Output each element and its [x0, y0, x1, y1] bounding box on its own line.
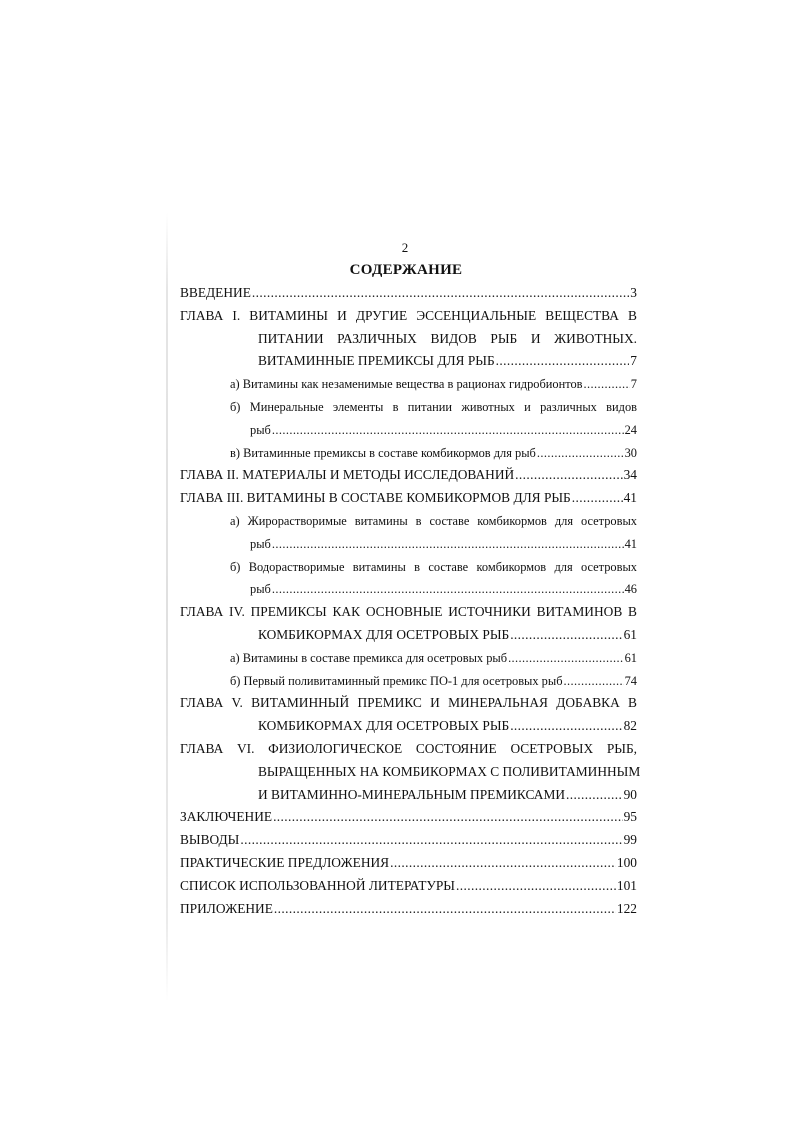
toc-page-number: 34 — [623, 467, 637, 483]
toc-entry-section-1b-cont[interactable] — [180, 419, 637, 442]
toc-entry-section-3a-cont[interactable] — [180, 533, 637, 556]
toc-page-number: 7 — [630, 353, 637, 369]
toc-entry-chapter-4-cont[interactable] — [180, 624, 637, 647]
toc-entry-text: И ВИТАМИННО-МИНЕРАЛЬНЫМ ПРЕМИКСАМИ — [258, 786, 566, 802]
toc-page-number: 30 — [624, 445, 637, 460]
toc-page-number: 122 — [616, 900, 637, 916]
toc-entry-text: рыб — [250, 582, 271, 597]
dot-leader — [272, 419, 624, 442]
toc-entry-text: ВЫВОДЫ — [180, 832, 240, 848]
toc-entry-chapter-6[interactable] — [180, 738, 637, 761]
dot-leader — [584, 373, 630, 396]
toc-entry-text: а) Витамины как незаменимые вещества в рационах гидробионтов — [230, 377, 583, 392]
toc-entry-section-3a[interactable] — [180, 510, 637, 533]
toc-entry-section-4a[interactable] — [180, 647, 637, 670]
dot-leader — [508, 647, 624, 670]
toc-entry-chapter-5-cont[interactable] — [180, 715, 637, 738]
toc-page-number: 24 — [624, 422, 637, 437]
dot-leader — [272, 533, 624, 556]
toc-page-number: 41 — [623, 490, 637, 506]
dot-leader — [272, 578, 624, 601]
toc-entry-text: а) Витамины в составе премикса для осетровых рыб — [230, 650, 508, 665]
toc-entry-references[interactable] — [180, 875, 637, 898]
scan-edge-shadow — [166, 212, 168, 1002]
dot-leader — [240, 829, 622, 852]
toc-entry-section-4b[interactable] — [180, 670, 637, 693]
toc-entry-text: рыб — [250, 422, 271, 437]
toc-entry-chapter-1[interactable] — [180, 305, 637, 328]
toc-page-number: 7 — [630, 377, 637, 392]
dot-leader — [274, 898, 616, 921]
dot-leader — [515, 464, 622, 487]
dot-leader — [510, 624, 622, 647]
toc-page-number: 61 — [623, 626, 637, 642]
toc-entry-text: ЗАКЛЮЧЕНИЕ — [180, 809, 273, 825]
toc-page-number: 90 — [623, 786, 637, 802]
dot-leader — [496, 350, 630, 373]
toc-entry-section-3b[interactable] — [180, 556, 637, 579]
toc-page-number: 74 — [624, 673, 637, 688]
table-of-contents — [180, 282, 641, 920]
dot-leader — [537, 442, 624, 465]
toc-entry-chapter-5[interactable] — [180, 692, 637, 715]
toc-entry-chapter-2[interactable] — [180, 464, 637, 487]
toc-entry-text: б) Первый поливитаминный премикс ПО-1 для осетровых рыб — [230, 673, 563, 688]
toc-entry-text: б) Минеральные элементы в питании животных и различных видов — [230, 399, 637, 414]
toc-entry-chapter-1-cont[interactable] — [180, 328, 637, 351]
toc-entry-text: ВИТАМИННЫЕ ПРЕМИКСЫ ДЛЯ РЫБ — [258, 353, 495, 369]
toc-page-number: 82 — [623, 718, 637, 734]
toc-entry-section-3b-cont[interactable] — [180, 578, 637, 601]
toc-entry-text: ГЛАВА II. МАТЕРИАЛЫ И МЕТОДЫ ИССЛЕДОВАНИЙ — [180, 467, 515, 483]
toc-entry-text: КОМБИКОРМАХ ДЛЯ ОСЕТРОВЫХ РЫБ — [258, 626, 510, 642]
toc-entry-text: а) Жирорастворимые витамины в составе комбикормов для осетровых — [230, 513, 637, 528]
toc-entry-findings[interactable] — [180, 829, 637, 852]
toc-entry-text: СПИСОК ИСПОЛЬЗОВАННОЙ ЛИТЕРАТУРЫ — [180, 877, 455, 893]
toc-entry-text: ГЛАВА V. ВИТАМИННЫЙ ПРЕМИКС И МИНЕРАЛЬНАЯ ДОБАВКА В — [180, 695, 637, 711]
dot-leader — [564, 670, 624, 693]
toc-entry-section-1v[interactable] — [180, 442, 637, 465]
toc-page-number: 61 — [624, 650, 637, 665]
toc-entry-appendix[interactable] — [180, 898, 637, 921]
toc-page-number: 100 — [616, 854, 637, 870]
page-number: 2 — [401, 240, 409, 255]
toc-entry-chapter-6-cont[interactable] — [180, 784, 637, 807]
toc-entry-intro[interactable] — [180, 282, 637, 305]
dot-leader — [252, 282, 629, 305]
toc-entry-text: в) Витаминные премиксы в составе комбикормов для рыб — [230, 445, 536, 460]
dot-leader — [456, 875, 616, 898]
toc-title: СОДЕРЖАНИЕ — [349, 262, 463, 278]
toc-entry-text: ПИТАНИИ РАЗЛИЧНЫХ ВИДОВ РЫБ И ЖИВОТНЫХ. — [258, 330, 637, 346]
toc-entry-chapter-1-cont[interactable] — [180, 350, 637, 373]
toc-entry-section-1b[interactable] — [180, 396, 637, 419]
toc-entry-chapter-3[interactable] — [180, 487, 637, 510]
toc-entry-practical[interactable] — [180, 852, 637, 875]
toc-entry-text: ГЛАВА IV. ПРЕМИКСЫ КАК ОСНОВНЫЕ ИСТОЧНИКИ ВИТАМИНОВ В — [180, 604, 637, 620]
toc-page-number: 101 — [616, 877, 637, 893]
toc-page-number: 41 — [624, 536, 637, 551]
toc-entry-chapter-6-cont[interactable] — [180, 761, 641, 784]
toc-entry-text: ВВЕДЕНИЕ — [180, 285, 251, 300]
dot-leader — [566, 784, 623, 807]
toc-entry-chapter-4[interactable] — [180, 601, 637, 624]
toc-entry-text: рыб — [250, 536, 271, 551]
toc-entry-text: ГЛАВА III. ВИТАМИНЫ В СОСТАВЕ КОМБИКОРМОВ ДЛЯ РЫБ — [180, 490, 571, 506]
dot-leader — [510, 715, 622, 738]
toc-entry-text: ГЛАВА I. ВИТАМИНЫ И ДРУГИЕ ЭССЕНЦИАЛЬНЫЕ ВЕЩЕСТВА В — [180, 307, 637, 323]
dot-leader — [273, 806, 623, 829]
toc-entry-text: ГЛАВА VI. ФИЗИОЛОГИЧЕСКОЕ СОСТОЯНИЕ ОСЕТРОВЫХ РЫБ, — [180, 740, 637, 756]
toc-entry-text: ПРАКТИЧЕСКИЕ ПРЕДЛОЖЕНИЯ — [180, 854, 390, 870]
toc-page-number: 3 — [630, 285, 637, 300]
toc-page-number: 99 — [623, 832, 637, 848]
dot-leader — [572, 487, 623, 510]
toc-entry-conclusion[interactable] — [180, 806, 637, 829]
dot-leader — [390, 852, 616, 875]
toc-entry-section-1a[interactable] — [180, 373, 637, 396]
toc-entry-text: б) Водорастворимые витамины в составе комбикормов для осетровых — [230, 559, 637, 574]
toc-entry-text: ВЫРАЩЕННЫХ НА КОМБИКОРМАХ С ПОЛИВИТАМИННЫМ — [258, 763, 641, 779]
toc-entry-text: КОМБИКОРМАХ ДЛЯ ОСЕТРОВЫХ РЫБ — [258, 718, 510, 734]
toc-entry-text: ПРИЛОЖЕНИЕ — [180, 900, 273, 916]
toc-page-number: 95 — [623, 809, 637, 825]
toc-page-number: 46 — [624, 582, 637, 597]
